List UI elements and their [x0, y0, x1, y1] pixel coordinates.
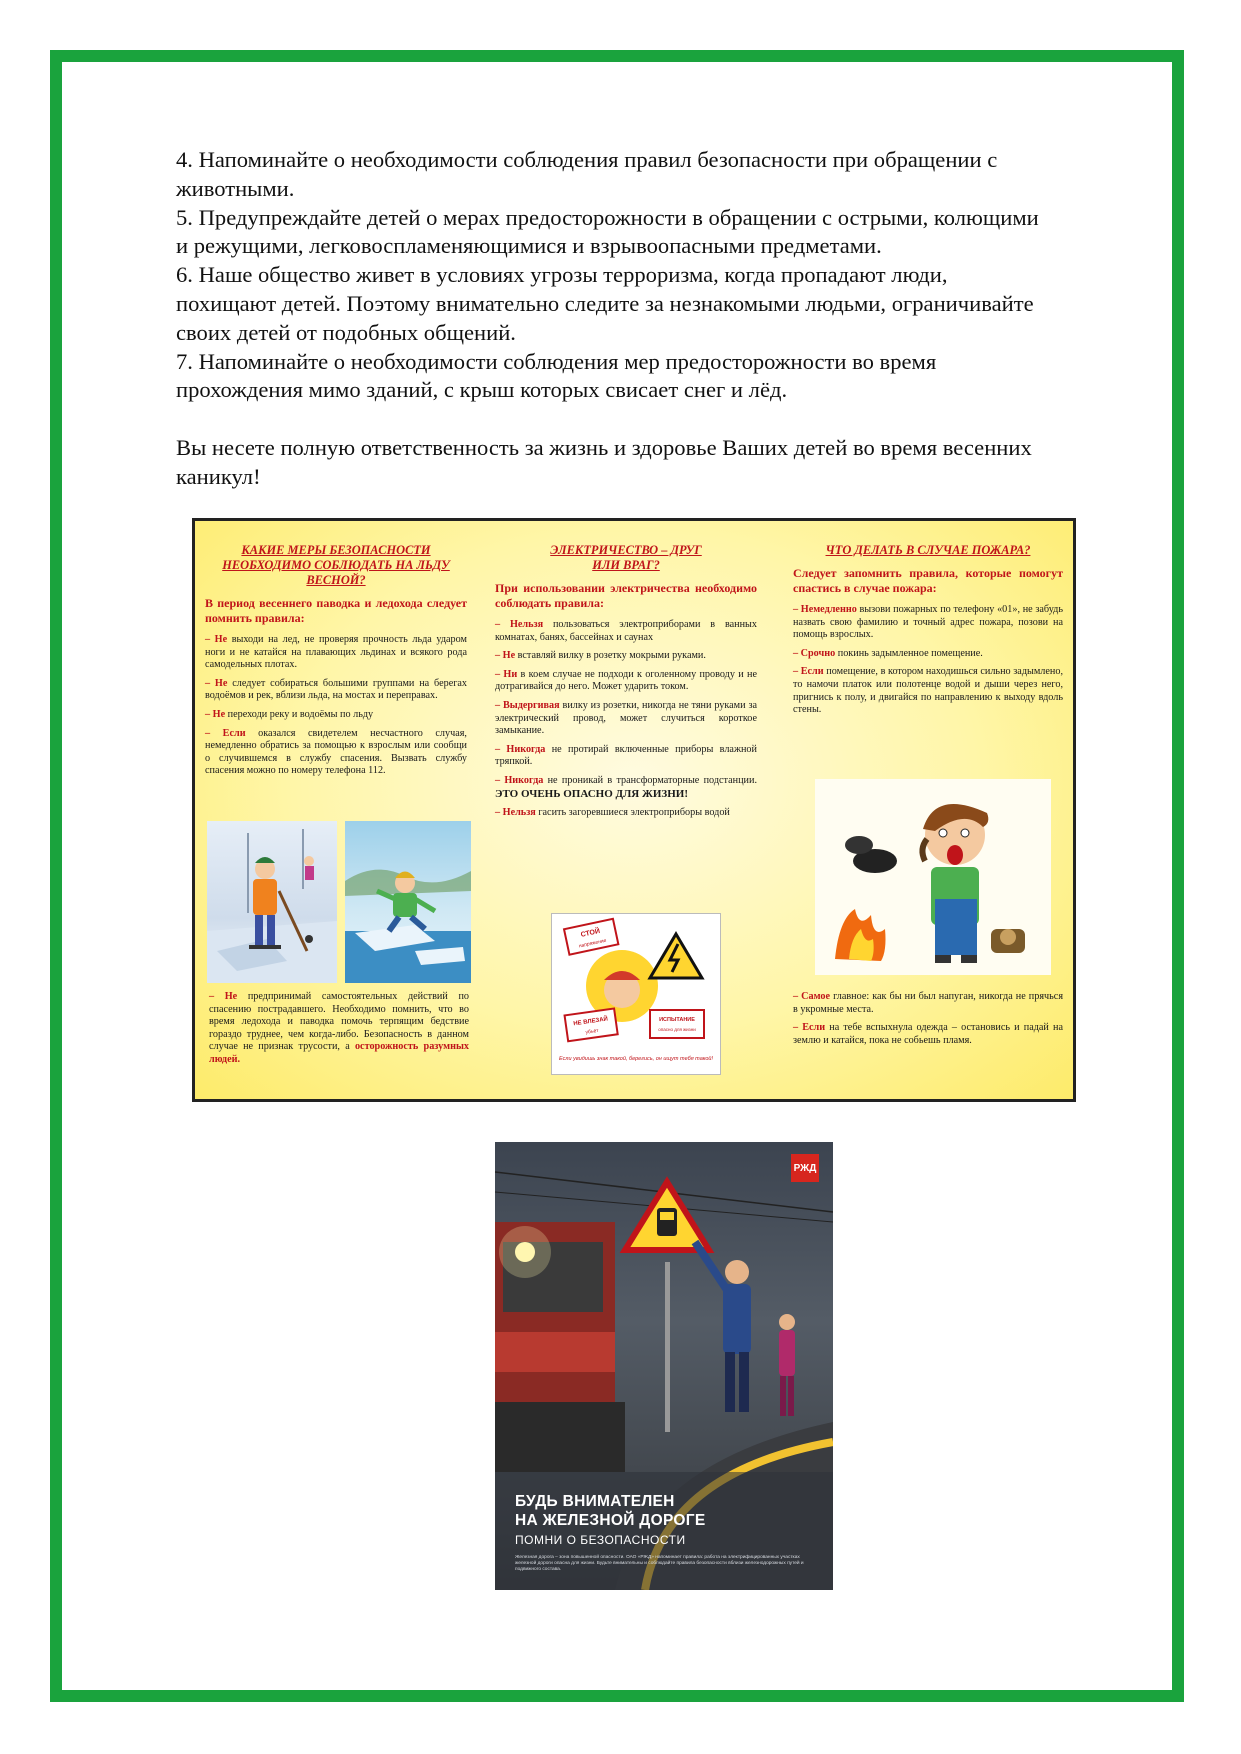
closing-line: каникул!: [176, 463, 261, 489]
intro-line: животными.: [176, 175, 295, 201]
electricity-rule: – Ни в коем случае не подходи к оголенному проводу и не дотрагивайся до него. Может ударить током.: [495, 668, 758, 693]
electric-danger-signs-illustration: [551, 913, 721, 1075]
electricity-title: ЭЛЕКТРИЧЕСТВО – ДРУГ ИЛИ ВРАГ?: [550, 543, 702, 572]
fire-heading: Следует запомнить правила, которые помогут спастись в случае пожара:: [793, 566, 1063, 595]
intro-line: 7. Напоминайте о необходимости соблюдения мер предосторожности во время: [176, 348, 937, 374]
poster-fine-print: Железная дорога – зона повышенной опасности. ОАО «РЖД» напоминает правила: работа на электрифицированных участках железной дороги опасна для жизни. Будьте внимательны и соблюдайте правила безопасности вблизи железнодорожных путей и подвижного состава.: [515, 1555, 804, 1572]
intro-text: [176, 146, 1136, 492]
closing-line: Вы несете полную ответственность за жизнь и здоровье Ваших детей во время весенних: [176, 434, 1032, 460]
electricity-rule: – Нельзя гасить загоревшиеся электроприборы водой: [495, 807, 730, 819]
railway-safety-poster: [495, 1142, 833, 1590]
electricity-rule: – Никогда не протирай включенные приборы влажной тряпкой.: [495, 743, 757, 768]
ice-safety-column: [205, 543, 467, 784]
spacer: [176, 405, 1136, 434]
intro-line: и режущими, легковоспламеняющимися и взрывоопасными предметами.: [176, 233, 882, 259]
intro-line: 6. Наше общество живет в условиях угрозы терроризма, когда пропадают люди,: [176, 262, 948, 288]
fire-rule: – Срочно покинь задымленное помещение.: [793, 647, 983, 659]
sign-stop-label: СТОЙ: [580, 927, 601, 939]
ice-heading: В период весеннего паводка и ледохода следует помнить правила:: [205, 596, 467, 625]
intro-line: похищают детей. Поэтому внимательно следите за незнакомыми людьми, ограничивайте: [176, 290, 1034, 316]
fire-final-rule: – Если на тебе вспыхнула одежда – остановись и падай на землю и катайся, пока не собьешь пламя.: [793, 1022, 1063, 1046]
fire-column: [793, 543, 1063, 723]
sign-no-climb-label: НЕ ВЛЕЗАЙ: [573, 1016, 609, 1028]
fire-final-rule: – Самое главное: как бы ни был напуган, никогда не прячься в укромные места.: [793, 991, 1064, 1015]
electricity-column: [495, 543, 757, 826]
rzd-logo: РЖД: [791, 1154, 819, 1182]
intro-line: прохождения мимо зданий, с крыш которых свисает снег и лёд.: [176, 377, 788, 403]
ice-rule: – Если оказался свидетелем несчастного случая, немедленно обратись за помощью к взрослым или сообщи о случившемся в службу спасения. Вызвать службу спасения можно по номеру телефона 112.: [205, 727, 467, 777]
intro-line: своих детей от подобных общений.: [176, 319, 516, 345]
fire-rule: – Немедленно вызови пожарных по телефону «01», не забудь назвать свою фамилию и точный адрес пожара, позови на помощь взрослых.: [793, 604, 1063, 641]
sign-test-label: ИСПЫТАНИЕ: [659, 1017, 695, 1023]
sign-test-sub: опасно для жизни: [658, 1027, 696, 1032]
poster-text: [515, 1492, 815, 1573]
poster-subtitle: ПОМНИ О БЕЗОПАСНОСТИ: [515, 1533, 686, 1547]
intro-line: 5. Предупреждайте детей о мерах предосторожности в обращении с острыми, колющими: [176, 204, 1039, 230]
fire-final-rules: [793, 991, 1063, 1053]
ice-falling-child-illustration: [345, 821, 471, 983]
electricity-rule: – Выдергивая вилку из розетки, никогда не тяни руками за электрический провод, может случиться короткое замыкание.: [495, 699, 757, 737]
electricity-rule: – Не вставляй вилку в розетку мокрыми руками.: [495, 650, 706, 662]
ice-final-rule: – Не предпринимай самостоятельных действий по спасению пострадавшего. Необходимо помнить, что во время ледохода и паводка помочь терпящим бедствие гораздо труднее, чем когда-либо. Безопасность в данном случае не признак трусости, а осторожность разумных людей.: [209, 991, 469, 1065]
sign-no-climb-sub: убьёт: [585, 1027, 600, 1036]
fire-title: ЧТО ДЕЛАТЬ В СЛУЧАЕ ПОЖАРА?: [825, 543, 1031, 557]
ice-title: КАКИЕ МЕРЫ БЕЗОПАСНОСТИ НЕОБХОДИМО СОБЛЮДАТЬ НА ЛЬДУ ВЕСНОЙ?: [222, 543, 450, 587]
ice-rule: – Не следует собираться большими группами на берегах водоёмов и рек, вблизи льда, на мостах и переправах.: [205, 677, 468, 702]
poster-title-line1: БУДЬ ВНИМАТЕЛЕН: [515, 1493, 675, 1510]
fire-rule: – Если помещение, в котором находишься сильно задымлено, то намочи платок или полотенце водой и дыши через него, пригнись к полу, и двигайся по направлению к выходу вдоль стены.: [793, 666, 1063, 716]
poster-title-line2: НА ЖЕЛЕЗНОЙ ДОРОГЕ: [515, 1512, 706, 1529]
intro-line: 4. Напоминайте о необходимости соблюдения правил безопасности при обращении с: [176, 147, 998, 172]
electricity-rule: – Нельзя пользоваться электроприборами в ванных комнатах, банях, бассейнах и саунах: [495, 619, 757, 643]
electricity-rule: – Никогда не проникай в трансформаторные подстанции. ЭТО ОЧЕНЬ ОПАСНО ДЛЯ ЖИЗНИ!: [495, 774, 757, 800]
ice-rule: – Не переходи реку и водоёмы по льду: [205, 708, 374, 720]
ice-warning: [209, 991, 469, 1073]
safety-leaflet: [192, 518, 1076, 1102]
ice-rule: – Не выходи на лед, не проверяя прочность льда ударом ноги и не катайся на плавающих льдинах и всякого рода самодельных плотах.: [205, 634, 467, 671]
sign-stop-sub: напряжение: [578, 937, 608, 950]
child-calling-firefighters-illustration: [815, 779, 1051, 975]
signs-caption: Если увидишь знак такой, берегись, он ищут тебя такой!: [558, 1056, 714, 1062]
ice-skater-illustration: [207, 821, 337, 983]
electricity-heading: При использовании электричества необходимо соблюдать правила:: [495, 581, 757, 610]
